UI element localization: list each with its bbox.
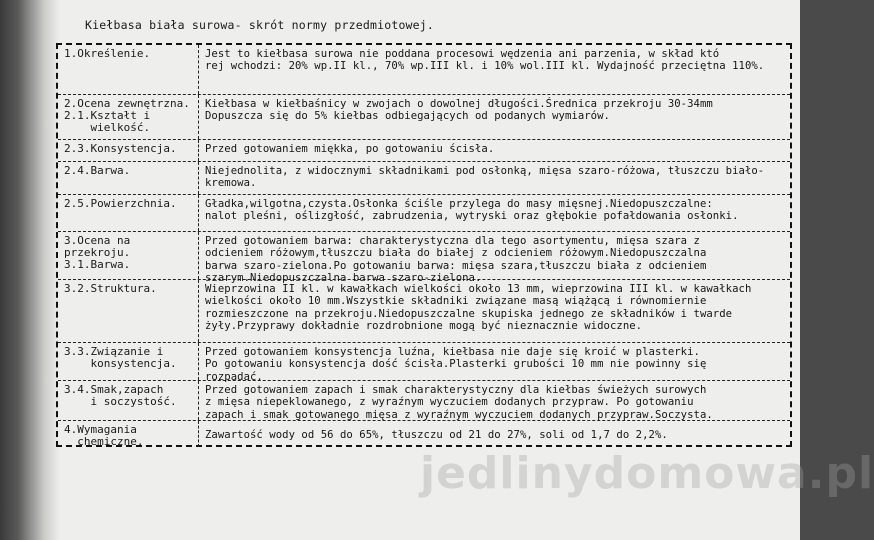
- watermark: jedlinydomowa.pl: [420, 448, 874, 499]
- row-label: 3.4.Smak,zapach i soczystość.: [64, 383, 177, 408]
- column-divider: [198, 195, 199, 231]
- column-divider: [198, 280, 199, 342]
- page-fold-shadow: [0, 0, 60, 540]
- row-label: 3.Ocena na przekroju. 3.1.Barwa.: [64, 234, 131, 271]
- row-content: Jest to kiełbasa surowa nie poddana procesowi wędzenia ani parzenia, w skład któ rej wchodzi: 20% wp.II kl., 70% wp.III kl. i 10% wol.III kl. Wydajność przeciętna 110%.: [205, 48, 765, 73]
- row-content: Przed gotowaniem konsystencja luźna, kiełbasa nie daje się kroić w plasterki. Po gotowaniu konsystencja dość ścisła.Plasterki grubości 10 mm nie powinny się rozpadać.: [205, 346, 707, 383]
- table-row: [58, 381, 790, 421]
- row-label: 2.5.Powierzchnia.: [64, 197, 177, 210]
- row-label: 2.4.Barwa.: [64, 164, 131, 177]
- row-label: 3.3.Związanie i konsystencja.: [64, 345, 177, 370]
- table-row: [58, 280, 790, 343]
- table-row: [58, 343, 790, 381]
- column-divider: [198, 140, 199, 161]
- table-row: [58, 421, 790, 447]
- document-title: Kiełbasa biała surowa- skrót normy przedmiotowej.: [85, 18, 435, 32]
- column-divider: [198, 95, 199, 139]
- row-label: 2.Ocena zewnętrzna. 2.1.Kształt i wielkość.: [64, 97, 190, 134]
- row-label: 1.Określenie.: [64, 47, 151, 60]
- table-row: [58, 162, 790, 195]
- column-divider: [198, 381, 199, 420]
- row-content: Przed gotowaniem miękka, po gotowaniu ścisła.: [205, 143, 495, 155]
- column-divider: [198, 45, 199, 94]
- specification-table: [56, 43, 792, 447]
- column-divider: [198, 343, 199, 380]
- row-content: Wieprzowina II kl. w kawałkach wielkości około 13 mm, wieprzowina III kl. w kawałkach wielkości około 10 mm.Wszystkie składniki związane masą wiążącą i równomiernie rozmieszczone na przekroju.Niedopuszczalne skupiska jednego ze składników i twarde żyły.Przyprawy dokładnie rozdrobnione mogą być nieznacznie widoczne.: [205, 283, 758, 332]
- row-content: Niejednolita, z widocznymi składnikami pod osłonką, mięsa szaro-różowa, tłuszczu biało-kremowa.: [205, 165, 765, 190]
- table-row: [58, 232, 790, 284]
- row-content: Kiełbasa w kiełbaśnicy w zwojach o dowolnej długości.Średnica przekroju 30-34mm Dopuszcza się do 5% kiełbas odbiegających od podanych wymiarów.: [205, 98, 713, 123]
- column-divider: [198, 421, 199, 447]
- column-divider: [198, 162, 199, 194]
- table-row: [58, 45, 790, 95]
- row-label: 2.3.Konsystencja.: [64, 142, 177, 155]
- row-label: 4.Wymagania chemiczne.: [64, 423, 144, 448]
- row-content: Gładka,wilgotna,czysta.Osłonka ściśle przylega do masy mięsnej.Niedopuszczalne: nalot pleśni, oślizgłość, zabrudzenia, wytryski oraz głębokie pofałdowania osłonki.: [205, 198, 739, 223]
- row-content: Zawartość wody od 56 do 65%, tłuszczu od 21 do 27%, soli od 1,7 do 2,2%.: [205, 429, 668, 441]
- row-content: Przed gotowaniem zapach i smak charakterystyczny dla kiełbas świeżych surowych z mięsa niepeklowanego, z wyraźnym wyczuciem dodanych przypraw. Po gotowaniu zapach i smak gotowanego mięsa z wyraźnym wyczuciem dodanych przypraw.Soczysta.: [205, 384, 713, 421]
- row-content: Przed gotowaniem barwa: charakterystyczna dla tego asortymentu, mięsa szara z odcieniem różowym,tłuszczu biała do białej z odcieniem różowym.Niedopuszczalna barwa szaro-zielona.Po gotowaniu barwa: mięsa szara,tłuszczu biała z odcieniem szarym.Niedopuszczalna barwa szaro-zielona.: [205, 235, 707, 284]
- table-row: [58, 140, 790, 162]
- column-divider: [198, 232, 199, 279]
- table-row: [58, 95, 790, 140]
- row-label: 3.2.Struktura.: [64, 282, 157, 295]
- table-row: [58, 195, 790, 232]
